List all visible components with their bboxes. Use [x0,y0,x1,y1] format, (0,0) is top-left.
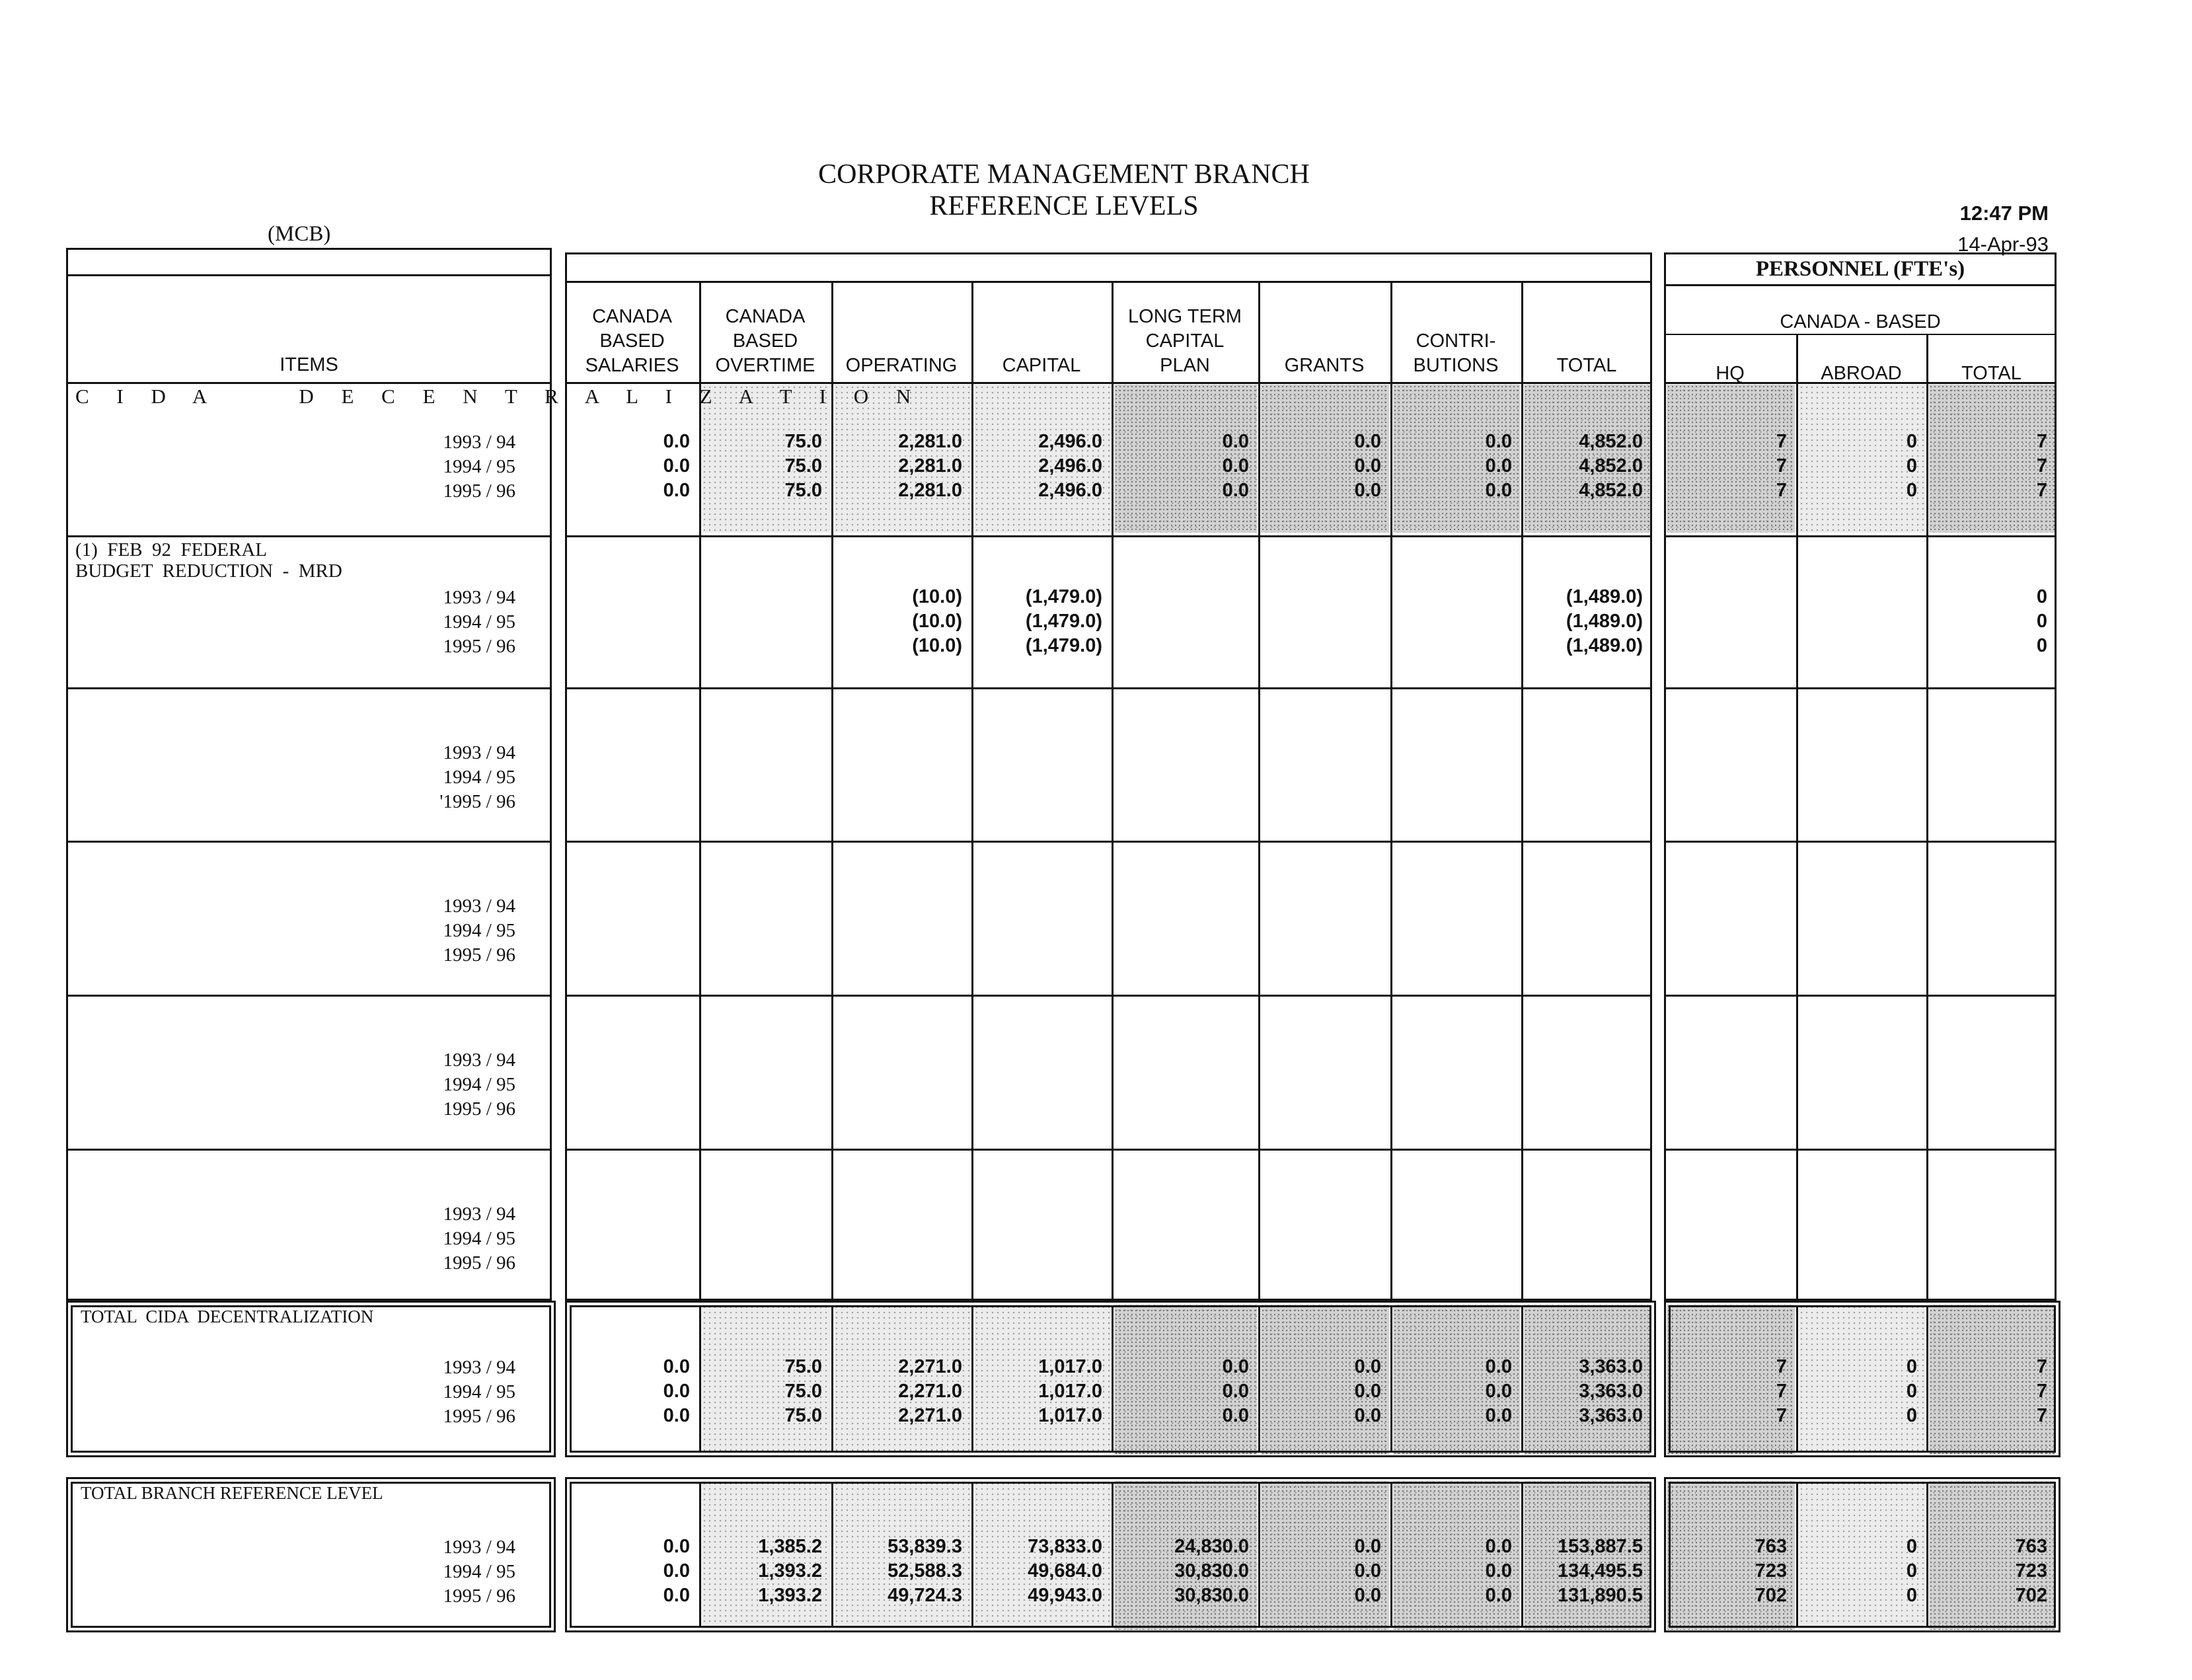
header-cb_salaries-line1: CANADA [592,306,672,327]
table-cell: (10.0) [912,635,962,656]
fiscal-year: 1994 / 95 [443,1381,515,1402]
table-cell: 0.0 [663,1536,690,1557]
table-cell: 0.0 [1222,1381,1249,1402]
fiscal-year: 1993 / 94 [443,432,515,453]
table-cell: 0.0 [1354,1356,1381,1377]
header-operating-line3: OPERATING [845,355,958,376]
table-cell: 0.0 [1485,1560,1512,1582]
table-cell: 0.0 [1354,1405,1381,1426]
table-cell: (10.0) [912,586,962,607]
table-cell: 7 [2036,480,2047,501]
personnel-sub-rule [1664,334,2057,335]
band-rule [565,687,1652,689]
header-cb_salaries-line2: BASED [599,330,665,352]
table-cell: 2,281.0 [898,431,962,452]
table-cell: 702 [1755,1585,1787,1606]
table-cell: 2,281.0 [898,480,962,501]
fiscal-year: 1994 / 95 [443,611,515,632]
table-cell: 30,830.0 [1174,1585,1249,1606]
fiscal-year: 1994 / 95 [443,920,515,941]
table-cell: 0.0 [1485,431,1512,452]
header-contributions-line3: BUTIONS [1413,355,1499,376]
fiscal-year: 1995 / 96 [443,944,515,966]
table-cell: 0.0 [1485,1536,1512,1557]
fiscal-year: 1993 / 94 [443,1357,515,1378]
table-cell: 0.0 [1354,455,1381,477]
section-label-1: (1) FEB 92 FEDERAL [75,539,267,560]
header-ltcp-line2: CAPITAL [1145,330,1225,352]
table-cell: (1,479.0) [1025,635,1102,656]
table-cell: 52,588.3 [888,1560,962,1582]
table-cell: 2,496.0 [1038,455,1102,477]
fiscal-year: '1995 / 96 [439,791,515,812]
table-cell: 0.0 [1485,455,1512,477]
band-rule [565,382,1652,384]
table-cell: 7 [2036,1381,2047,1402]
table-cell: 0.0 [663,480,690,501]
table-cell: 7 [1776,1381,1787,1402]
fiscal-year: 1994 / 95 [443,1561,515,1582]
fiscal-year: 1993 / 94 [443,1203,515,1225]
table-cell: 0.0 [663,1560,690,1582]
fiscal-year: 1995 / 96 [443,1585,515,1607]
fiscal-year: 1995 / 96 [443,1098,515,1120]
table-cell: 2,271.0 [898,1381,962,1402]
table-cell: 0.0 [1485,1381,1512,1402]
table-cell: 0.0 [1354,1381,1381,1402]
header-cb_overtime-line2: BASED [732,330,798,352]
table-cell: 1,017.0 [1038,1381,1102,1402]
band-rule [66,1149,552,1151]
table-cell: 0.0 [663,1405,690,1426]
header-top-rule [66,274,552,276]
section-label-6: TOTAL CIDA DECENTRALIZATION [81,1307,374,1326]
band-rule [565,1149,1652,1151]
table-cell: 0.0 [1354,480,1381,501]
table-cell: 7 [1776,1405,1787,1426]
table-cell: 0 [1906,431,1917,452]
band-rule [1664,995,2057,997]
table-cell: 0 [1906,455,1917,477]
table-cell: 131,890.5 [1557,1585,1643,1606]
header-personnel-hq: HQ [1716,363,1745,384]
table-cell: 7 [1776,1356,1787,1377]
fiscal-year: 1993 / 94 [443,587,515,608]
header-ltcp-line3: PLAN [1160,355,1210,376]
band-rule [66,995,552,997]
table-cell: (1,479.0) [1025,611,1102,632]
table-cell: 763 [2015,1536,2047,1557]
header-top-rule [1664,284,2057,286]
band-rule [66,382,552,384]
table-cell: 134,495.5 [1557,1560,1643,1582]
personnel-title: PERSONNEL (FTE's) [1755,257,1965,281]
table-cell: 73,833.0 [1028,1536,1102,1557]
table-cell: 49,684.0 [1028,1560,1102,1582]
table-cell: 0 [1906,1585,1917,1606]
items-header: ITEMS [280,354,338,375]
table-cell: 7 [1776,431,1787,452]
band-rule [565,535,1652,537]
table-cell: (10.0) [912,611,962,632]
table-cell: 0 [2036,586,2047,607]
table-cell: 1,385.2 [758,1536,822,1557]
table-cell: 0.0 [1222,480,1249,501]
band-rule [1664,687,2057,689]
table-cell: 0.0 [1354,1536,1381,1557]
table-cell: (1,479.0) [1025,586,1102,607]
band-rule [66,687,552,689]
table-cell: 7 [1776,480,1787,501]
table-cell: 0 [2036,635,2047,656]
table-cell: 3,363.0 [1579,1356,1643,1377]
band-rule [1664,535,2057,537]
band-rule [565,995,1652,997]
print-date: 14-Apr-93 [1957,233,2049,256]
table-cell: 0.0 [663,1585,690,1606]
header-ltcp-line1: LONG TERM [1128,306,1242,327]
table-cell: 723 [1755,1560,1787,1582]
table-cell: 0 [1906,1381,1917,1402]
table-cell: 0.0 [1222,1405,1249,1426]
table-cell: 2,281.0 [898,455,962,477]
table-cell: 0.0 [1485,480,1512,501]
print-time: 12:47 PM [1959,202,2049,225]
fiscal-year: 1993 / 94 [443,1537,515,1558]
table-cell: 4,852.0 [1579,431,1643,452]
table-cell: 0.0 [1222,1356,1249,1377]
table-cell: 75.0 [784,1381,822,1402]
table-cell: 0.0 [1222,455,1249,477]
table-cell: 2,496.0 [1038,431,1102,452]
table-cell: 0.0 [663,455,690,477]
fiscal-year: 1994 / 95 [443,1228,515,1249]
fiscal-year: 1995 / 96 [443,1252,515,1274]
header-cb_overtime-line1: CANADA [725,306,806,327]
fiscal-year: 1994 / 95 [443,767,515,788]
header-capital-line3: CAPITAL [1002,355,1081,376]
table-cell: (1,489.0) [1566,611,1643,632]
table-cell: 75.0 [784,431,822,452]
amounts-panel [565,252,1652,1301]
table-cell: 0.0 [663,1381,690,1402]
table-cell: 7 [2036,1356,2047,1377]
personnel-panel [1664,252,2057,1301]
table-cell: 702 [2015,1585,2047,1606]
table-cell: 0.0 [1354,431,1381,452]
band-rule [66,841,552,843]
table-cell: 153,887.5 [1557,1536,1643,1557]
fiscal-year: 1993 / 94 [443,896,515,917]
fiscal-year: 1995 / 96 [443,636,515,657]
table-cell: 75.0 [784,480,822,501]
table-cell: 1,393.2 [758,1560,822,1582]
section-label-0: C I D A D E C E N T R A L I Z A T I O N [75,385,923,408]
table-cell: 0 [1906,480,1917,501]
page-title: CORPORATE MANAGEMENT BRANCH [818,159,1310,190]
fiscal-year: 1995 / 96 [443,480,515,502]
header-grants-line3: GRANTS [1284,355,1365,376]
table-cell: 4,852.0 [1579,480,1643,501]
table-cell: 0.0 [1485,1585,1512,1606]
table-cell: 75.0 [784,1356,822,1377]
table-cell: 7 [1776,455,1787,477]
fiscal-year: 1994 / 95 [443,456,515,477]
band-rule [66,535,552,537]
table-cell: 49,724.3 [888,1585,962,1606]
table-cell: 7 [2036,1405,2047,1426]
table-cell: 2,271.0 [898,1405,962,1426]
section-label-7: TOTAL BRANCH REFERENCE LEVEL [81,1483,383,1503]
table-cell: 723 [2015,1560,2047,1582]
table-cell: (1,489.0) [1566,635,1643,656]
branch-code: (MCB) [268,222,331,246]
table-cell: 0 [1906,1536,1917,1557]
table-cell: 30,830.0 [1174,1560,1249,1582]
table-cell: 0 [1906,1560,1917,1582]
table-cell: 2,271.0 [898,1356,962,1377]
table-cell: 3,363.0 [1579,1405,1643,1426]
header-contributions-line2: CONTRI- [1416,330,1496,352]
table-cell: 0.0 [1485,1356,1512,1377]
table-cell: 0.0 [1354,1560,1381,1582]
band-rule [565,841,1652,843]
table-cell: 1,017.0 [1038,1405,1102,1426]
header-personnel-total: TOTAL [1961,363,2022,384]
table-cell: 75.0 [784,1405,822,1426]
table-cell: 24,830.0 [1174,1536,1249,1557]
fiscal-year: 1994 / 95 [443,1074,515,1095]
band-rule [1664,841,2057,843]
header-total-line3: TOTAL [1556,355,1617,376]
table-cell: 53,839.3 [888,1536,962,1557]
header-cb_salaries-line3: SALARIES [585,355,679,376]
table-cell: 0.0 [1222,431,1249,452]
table-cell: (1,489.0) [1566,586,1643,607]
personnel-subtitle: CANADA - BASED [1780,311,1941,332]
table-cell: 763 [1755,1536,1787,1557]
band-rule [1664,1149,2057,1151]
table-cell: 1,017.0 [1038,1356,1102,1377]
table-cell: 0.0 [1354,1585,1381,1606]
table-cell: 49,943.0 [1028,1585,1102,1606]
fiscal-year: 1993 / 94 [443,742,515,763]
section-label-1-line2: BUDGET REDUCTION - MRD [75,560,342,582]
table-cell: 0 [1906,1356,1917,1377]
table-cell: 3,363.0 [1579,1381,1643,1402]
table-cell: 0.0 [1485,1405,1512,1426]
table-cell: 0.0 [663,431,690,452]
header-top-rule [565,281,1652,283]
table-cell: 75.0 [784,455,822,477]
table-cell: 7 [2036,455,2047,477]
table-cell: 4,852.0 [1579,455,1643,477]
header-cb_overtime-line3: OVERTIME [715,355,815,376]
header-personnel-abroad: ABROAD [1821,363,1902,384]
fiscal-year: 1993 / 94 [443,1050,515,1071]
table-cell: 0 [1906,1405,1917,1426]
fiscal-year: 1995 / 96 [443,1406,515,1427]
table-cell: 7 [2036,431,2047,452]
page-subtitle: REFERENCE LEVELS [929,191,1199,221]
table-cell: 2,496.0 [1038,480,1102,501]
table-cell: 0 [2036,611,2047,632]
table-cell: 1,393.2 [758,1585,822,1606]
table-cell: 0.0 [663,1356,690,1377]
